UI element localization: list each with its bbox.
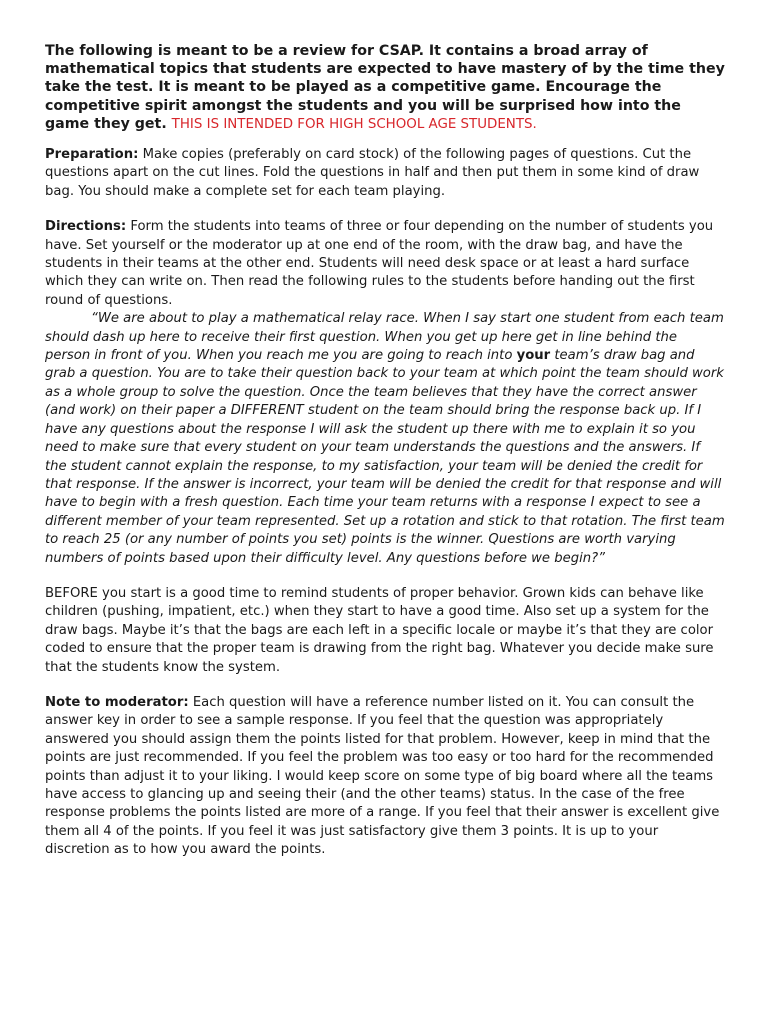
rules-quote-before: “We are about to play a mathematical relay race. When I say start one student from each team should dash up here to receive their first question. When you get up here get in line behind the person in front of you. When you reach me you are going to reach into [45, 311, 724, 364]
intro-paragraph [45, 42, 725, 134]
preparation-paragraph [45, 146, 725, 201]
directions-paragraph [45, 218, 725, 310]
intro-text: The following is meant to be a review for CSAP. It contains a broad array of mathematical topics that students are expected to have mastery of by the time they take the test. It is meant to be played as a competitive game. Encourage the competitive spirit amongst the students and you will be surprised how into the game they get. [45, 43, 725, 132]
rules-quote [45, 310, 725, 568]
behavior-text: BEFORE you start is a good time to remind students of proper behavior. Grown kids can behave like children (pushing, impatient, etc.) when they start to have a good time. Also set up a system for the draw bags. Maybe it’s that the bags are each left in a specific locale or maybe it’s that they are color coded to ensure that the proper team is drawing from the right bag. Whatever you decide make sure that the students know the system. [45, 585, 714, 675]
rules-quote-emphasis: your [516, 348, 551, 364]
moderator-note-label: Note to moderator: [45, 694, 189, 710]
directions-text: Form the students into teams of three or four depending on the number of students you have. Set yourself or the moderator up at one end of the room, with the draw bag, and have the students in their teams at the other end. Students will need desk space or at least a hard surface which they can write on. Then read the following rules to the students before handing out the first round of questions. [45, 219, 714, 308]
directions-label: Directions: [45, 219, 127, 235]
behavior-paragraph [45, 585, 725, 677]
preparation-text: Make copies (preferably on card stock) of the following pages of questions. Cut the questions apart on the cut lines. Fold the questions in half and then put them in some kind of draw bag. You should make a complete set for each team playing. [45, 147, 700, 199]
moderator-note-text: Each question will have a reference number listed on it. You can consult the answer key in order to see a sample response. If you feel that the question was appropriately answered you should assign them the points listed for that problem. However, keep in mind that the points are just recommended. If you feel the problem was too easy or too hard for the recommended points than adjust it to your liking. I would keep score on some type of big board where all the teams have access to glancing up and seeing their (and the other teams) status. In the case of the free response problems the points listed are more of a range. If you feel that their answer is excellent give them all 4 of the points. If you feel it was just satisfactory give them 3 points. It is up to your discretion as to how you award the points. [45, 694, 720, 858]
preparation-label: Preparation: [45, 147, 139, 163]
rules-quote-after: team’s draw bag and grab a question. You are to take their question back to your team at which point the team should work as a whole group to solve the question. Once the team believes that they have the correct answer (and work) on their paper a DIFFERENT student on the team should bring the response back up. If I have any questions about the response I will ask the student up there with me to explain it so you need to make sure that every student on your team understands the questions and the answers. If the student cannot explain the response, to my satisfaction, your team will be denied the credit for that response. If the answer is incorrect, your team will be denied the credit for that response and will have to begin with a fresh question. Each time your team returns with a response I expect to see a different member of your team represented. Set up a rotation and stick to that rotation. The first team to reach 25 (or any number of points you set) points is the winner. Questions are worth varying numbers of points based upon their difficulty level. Any questions before we begin?” [45, 348, 725, 566]
moderator-note-paragraph [45, 694, 725, 860]
document-page [45, 42, 725, 860]
intro-highlight: THIS IS INTENDED FOR HIGH SCHOOL AGE STUDENTS. [171, 116, 537, 132]
